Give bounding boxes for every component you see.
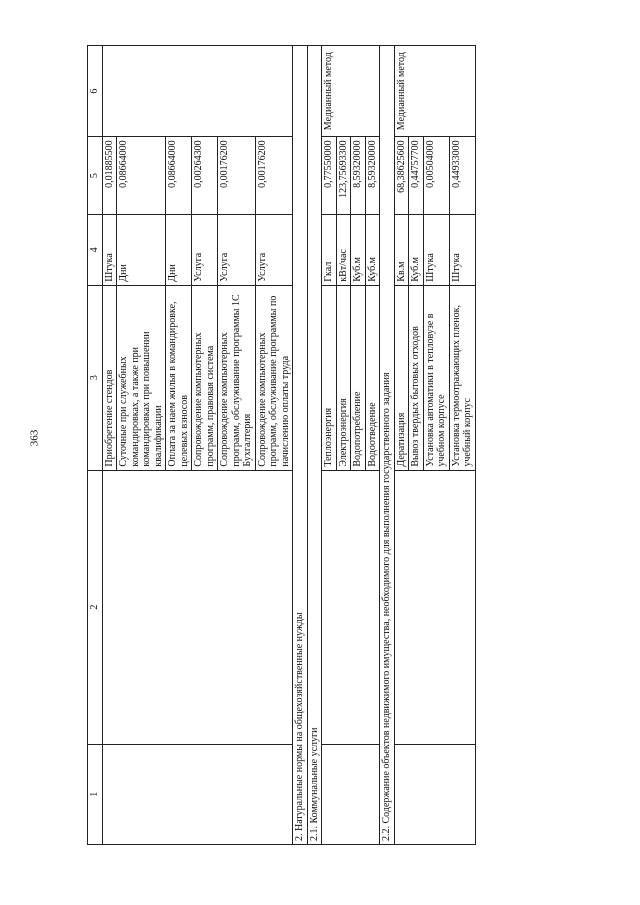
row-unit: Штука <box>423 214 449 285</box>
row-value: 0,77550000 <box>322 137 337 215</box>
table-row <box>394 46 409 845</box>
row-name: Оплата за наем жилья в командировке, целевых взносов <box>166 285 192 470</box>
table-row <box>102 46 117 845</box>
row-name: Сопровождение компьютерных программ, правовая система <box>192 285 218 470</box>
row-method: Медианный метод <box>394 46 475 137</box>
row-name: Установка автоматики в тепловузе в учебном корпусе <box>423 285 449 470</box>
row-name: Сопровождение компьютерных программ, обслуживание программы по начислению оплаты труда <box>255 285 293 470</box>
row-unit: Дни <box>117 214 166 285</box>
row-method: Медианный метод <box>322 46 380 137</box>
row-value: 0,01885500 <box>102 137 117 215</box>
section-row <box>293 46 308 845</box>
row-unit: Кв.м <box>394 214 409 285</box>
row-name: Приобретение стендов <box>102 285 117 470</box>
row-unit: Куб.м <box>365 214 380 285</box>
rotated-table-container <box>87 45 547 845</box>
row-unit: Гкал <box>322 214 337 285</box>
row-unit: Штука <box>102 214 117 285</box>
row-name: Суточные при служебных командировках, а также при командировках при повышении квалификации <box>117 285 166 470</box>
row-unit: кВт/час <box>336 214 351 285</box>
row-unit: Штука <box>449 214 475 285</box>
row-name: Вывоз твердых бытовых отходов <box>409 285 424 470</box>
row-value: 123,75693300 <box>336 137 351 215</box>
row-name: Дератизация <box>394 285 409 470</box>
row-name: Сопровождение компьютерных программ, обслуживание программы 1С Бухгалтерия <box>218 285 256 470</box>
row-name: Водопотребление <box>351 285 366 470</box>
section-2-title: 2. Натуральные нормы на общехозяйственные нужды <box>293 46 308 845</box>
section-2-1-title: 2.1. Коммунальные услуги <box>307 46 322 845</box>
row-value: 0,00264300 <box>192 137 218 215</box>
row-unit: Дни <box>166 214 192 285</box>
row-value: 68,38625600 <box>394 137 409 215</box>
table-row <box>322 46 337 845</box>
row-unit: Услуга <box>218 214 256 285</box>
page-number: 363 <box>28 429 41 447</box>
col-4-header: 4 <box>88 214 103 285</box>
header-row <box>88 46 103 845</box>
row-value: 8,59320000 <box>365 137 380 215</box>
row-name: Установка термоотражающих пленок, учебный корпус <box>449 285 475 470</box>
row-name: Водоотведение <box>365 285 380 470</box>
section-row <box>380 46 395 845</box>
row-unit: Куб.м <box>409 214 424 285</box>
row-value: 0,00176200 <box>218 137 256 215</box>
row-method <box>102 46 293 137</box>
col-6-header: 6 <box>88 46 103 137</box>
col-1-header: 1 <box>88 744 103 844</box>
row-unit: Услуга <box>255 214 293 285</box>
cell-col1 <box>322 744 380 844</box>
cell-col2 <box>394 470 475 744</box>
cell-col2 <box>102 470 293 744</box>
row-value: 0,08664000 <box>117 137 166 215</box>
row-value: 0,44757700 <box>409 137 424 215</box>
row-value: 0,00176200 <box>255 137 293 215</box>
col-3-header: 3 <box>88 285 103 470</box>
section-row <box>307 46 322 845</box>
cell-col2 <box>322 470 380 744</box>
row-name: Электроэнергия <box>336 285 351 470</box>
row-value: 0,00504000 <box>423 137 449 215</box>
cell-col1 <box>394 744 475 844</box>
row-value: 0,44933000 <box>449 137 475 215</box>
section-2-2-title: 2.2. Содержание объектов недвижимого имущества, необходимого для выполнения государственного задания <box>380 46 395 845</box>
row-unit: Услуга <box>192 214 218 285</box>
row-name: Теплоэнергия <box>322 285 337 470</box>
row-value: 8,59320000 <box>351 137 366 215</box>
cell-col1 <box>102 744 293 844</box>
col-5-header: 5 <box>88 137 103 215</box>
norms-table <box>87 45 476 845</box>
row-value: 0,08664000 <box>166 137 192 215</box>
row-unit: Куб.м <box>351 214 366 285</box>
col-2-header: 2 <box>88 470 103 744</box>
